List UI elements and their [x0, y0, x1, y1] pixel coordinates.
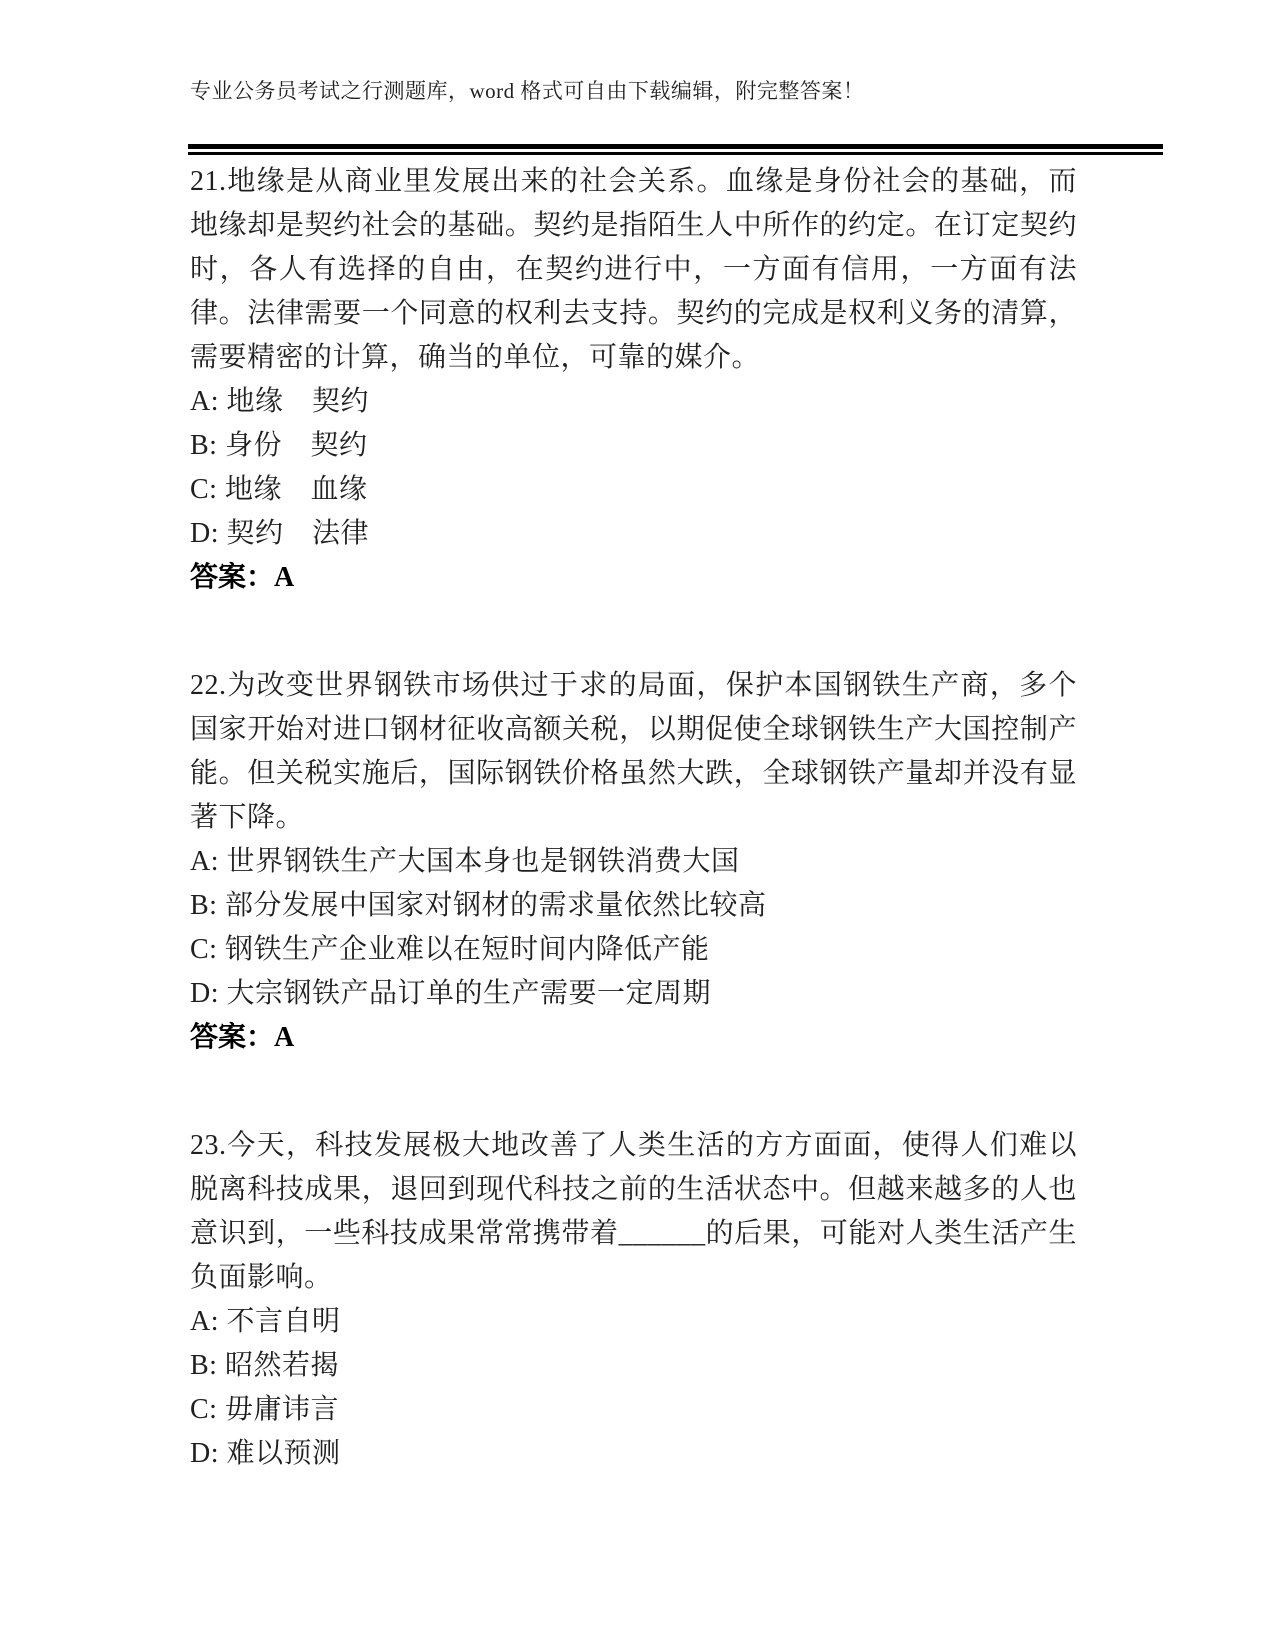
document-header-text: 专业公务员考试之行测题库，word 格式可自由下载编辑，附完整答案！ [190, 79, 865, 103]
option-d: D: 契约 法律 [190, 518, 370, 549]
question-stem: 21.地缘是从商业里发展出来的社会关系。血缘是身份社会的基础，而地缘却是契约社会的基础。契约是指陌生人中所作的约定。在订定契约时，各人有选择的自由，在契约进行中，一方面有信用，一方面有法律。法律需要一个同意的权利去支持。契约的完成是权利义务的清算，需要精密的计算，确当的单位，可靠的媒介。 [190, 166, 1077, 373]
question-stem: 23.今天，科技发展极大地改善了人类生活的方方面面，使得人们难以脱离科技成果，退回到现代科技之前的生活状态中。但越来越多的人也意识到，一些科技成果常常携带着______的后果，可能对人类生活产生负面影响。 [190, 1130, 1077, 1293]
option-c: C: 毋庸讳言 [190, 1394, 339, 1425]
option-d: D: 难以预测 [190, 1438, 341, 1469]
option-a: A: 不言自明 [190, 1306, 341, 1337]
option-a: A: 世界钢铁生产大国本身也是钢铁消费大国 [190, 846, 740, 877]
option-b: B: 身份 契约 [190, 430, 368, 461]
option-b: B: 部分发展中国家对钢材的需求量依然比较高 [190, 890, 767, 921]
question-stem: 22.为改变世界钢铁市场供过于求的局面，保护本国钢铁生产商，多个国家开始对进口钢材征收高额关税，以期促使全球钢铁生产大国控制产能。但关税实施后，国际钢铁价格虽然大跌，全球钢铁产量却并没有显著下降。 [190, 670, 1077, 833]
document-body [190, 160, 1077, 1540]
question-21 [190, 160, 1077, 600]
option-c: C: 地缘 血缘 [190, 474, 368, 505]
option-d: D: 大宗钢铁产品订单的生产需要一定周期 [190, 978, 712, 1009]
option-b: B: 昭然若揭 [190, 1350, 339, 1381]
option-c: C: 钢铁生产企业难以在短时间内降低产能 [190, 934, 710, 965]
answer-line: 答案：A [190, 1022, 295, 1053]
question-22 [190, 664, 1077, 1060]
option-a: A: 地缘 契约 [190, 386, 370, 417]
header-divider-line [188, 144, 1163, 155]
answer-line: 答案：A [190, 562, 295, 593]
question-23 [190, 1124, 1077, 1476]
